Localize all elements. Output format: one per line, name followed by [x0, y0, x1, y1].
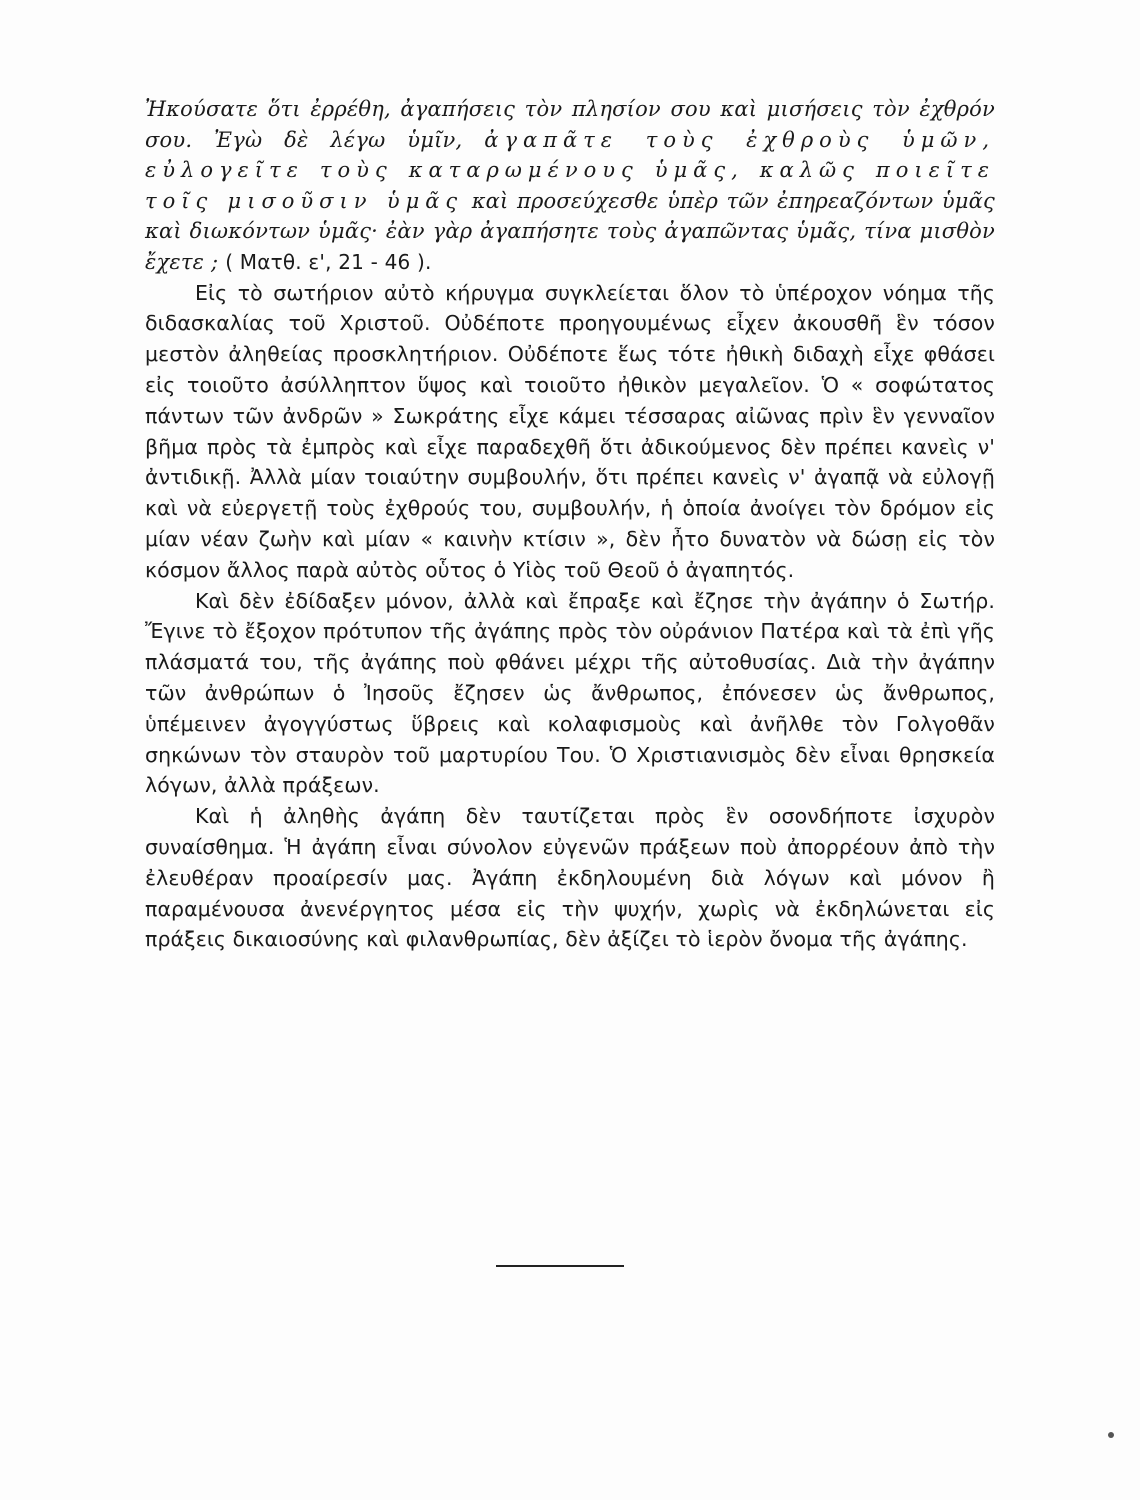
quote-reference: ( Ματθ. ε', 21 - 46 ). [225, 249, 432, 274]
section-divider-rule [496, 1265, 624, 1267]
quote-part-2-spaced: ἀγαπᾶτε τοὺς ἐχθροὺς ὑμῶν, εὐλογεῖτε τοὺς καταρωμένους ὑμᾶς, καλῶς ποιεῖτε τοῖς μισοῦσιν ὑμᾶς [145, 127, 995, 213]
quote-part-3: καὶ προσεύχεσθε ὑπὲρ τῶν ἐπηρεαζόντων ὑμᾶς καὶ διωκόντων ὑμᾶς· ἐὰν γὰρ ἀγαπήσητε τοὺς ἀγαπῶντας ὑμᾶς, τίνα μισθὸν ἔχετε ; [145, 188, 995, 274]
gospel-quote [145, 94, 995, 278]
paragraph-2: Καὶ δὲν ἐδίδαξεν μόνον, ἀλλὰ καὶ ἔπραξε καὶ ἔζησε τὴν ἀγάπην ὁ Σωτήρ. Ἔγινε τὸ ἔξοχον πρότυπον τῆς ἀγάπης πρὸς τὸν οὐράνιον Πατέρα καὶ τὰ ἐπὶ γῆς πλάσματά του, τῆς ἀγάπης ποὺ φθάνει μέχρι τῆς αὐτοθυσίας. Διὰ τὴν ἀγάπην τῶν ἀνθρώπων ὁ Ἰησοῦς ἔζησεν ὡς ἄνθρωπος, ἐπόνεσεν ὡς ἄνθρωπος, ὑπέμεινεν ἀγογγύστως ὕβρεις καὶ κολαφισμοὺς καὶ ἀνῆλθε τὸν Γολγοθᾶν σηκώνων τὸν σταυρὸν τοῦ μαρτυρίου Του. Ὁ Χριστιανισμὸς δὲν εἶναι θρησκεία λόγων, ἀλλὰ πράξεων. [145, 588, 995, 798]
text-block [145, 94, 995, 955]
paragraph-3: Καὶ ἡ ἀληθὴς ἀγάπη δὲν ταυτίζεται πρὸς ἓν οσονδήποτε ἰσχυρὸν συναίσθημα. Ἡ ἀγάπη εἶναι σύνολον εὐγενῶν πράξεων ποὺ ἀπορρέουν ἀπὸ τὴν ἐλευθέραν προαίρεσίν μας. Ἀγάπη ἐκδηλουμένη διὰ λόγων καὶ μόνον ἢ παραμένουσα ἀνενέργητος μέσα εἰς τὴν ψυχήν, χωρὶς νὰ ἐκδηλώνεται εἰς πράξεις δικαιοσύνης καὶ φιλανθρωπίας, δὲν ἀξίζει τὸ ἱερὸν ὄνομα τῆς ἀγάπης. [145, 804, 995, 952]
paragraph-1: Εἰς τὸ σωτήριον αὐτὸ κήρυγμα συγκλείεται ὅλον τὸ ὑπέροχον νόημα τῆς διδασκαλίας τοῦ Χριστοῦ. Οὐδέποτε προηγουμένως εἶχεν ἀκουσθῆ ἓν τόσον μεστὸν ἀληθείας προσκλητήριον. Οὐδέποτε ἕως τότε ἠθικὴ διδαχὴ εἶχε φθάσει εἰς τοιοῦτο ἀσύλληπτον ὕψος καὶ τοιοῦτο ἠθικὸν μεγαλεῖον. Ὁ « σοφώτατος πάντων τῶν ἀνδρῶν » Σωκράτης εἶχε κάμει τέσσαρας αἰῶνας πρὶν ἓν γενναῖον βῆμα πρὸς τὰ ἐμπρὸς καὶ εἶχε παραδεχθῆ ὅτι ἀδικούμενος δὲν πρέπει κανεὶς ν' ἀντιδικῇ. Ἀλλὰ μίαν τοιαύτην συμβουλήν, ὅτι πρέπει κανεὶς ν' ἀγαπᾷ νὰ εὐλογῇ καὶ νὰ εὐεργετῇ τοὺς ἐχθρούς του, συμβουλήν, ἡ ὁποία ἀνοίγει τὸν δρόμον εἰς μίαν νέαν ζωὴν καὶ μίαν « καινὴν κτίσιν », δὲν ἦτο δυνατὸν νὰ δώσῃ εἰς τὸν κόσμον ἄλλος παρὰ αὐτὸς οὗτος ὁ Υἱὸς τοῦ Θεοῦ ὁ ἀγαπητός. [145, 280, 995, 582]
ink-spot-mark [1108, 1432, 1114, 1438]
quote-part-1: Ἠκούσατε ὅτι ἐρρέθη, ἀγαπήσεις τὸν πλησίον σου καὶ μισήσεις τὸν ἐχθρόν σου. Ἐγὼ δὲ λέγω ὑμῖν, [145, 97, 995, 152]
